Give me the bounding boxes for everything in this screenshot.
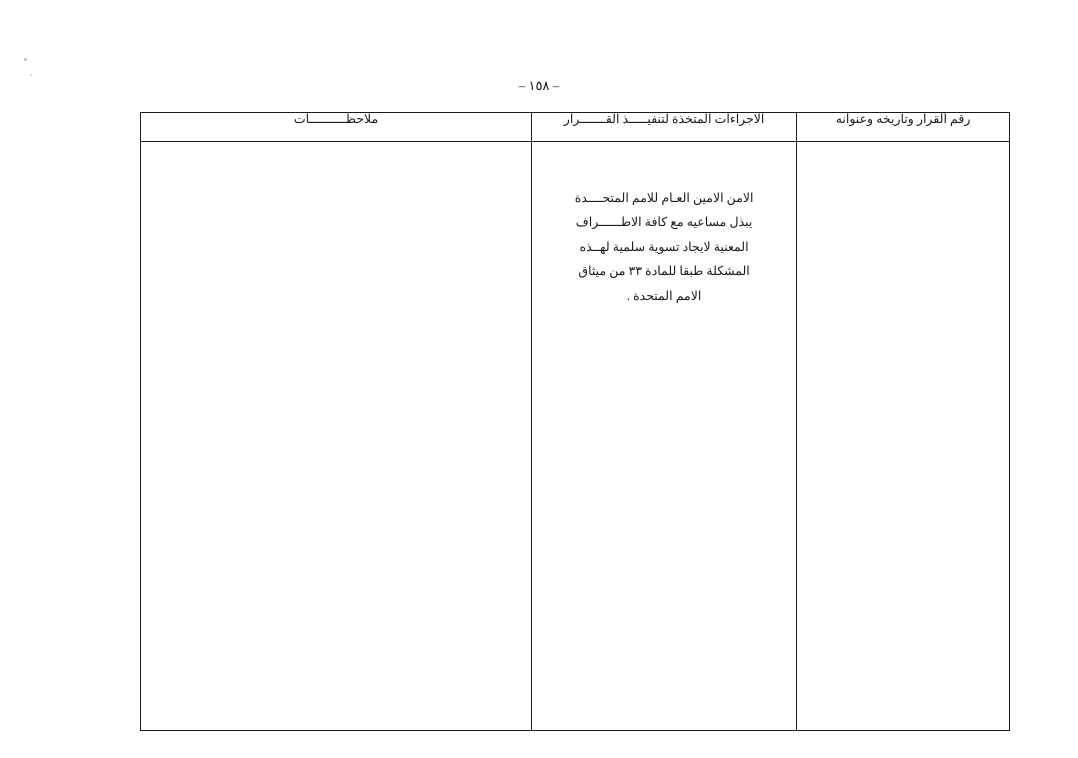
actions-line: الامن الامين العـام للامم المتحــــدة <box>574 191 754 205</box>
column-header-actions: الاجراءات المتخذة لتنفيـــــذ القـــــــرار <box>532 113 797 142</box>
table-container <box>140 112 1010 730</box>
cell-actions <box>532 142 797 731</box>
actions-line: المعنية لايجاد تسوية سلمية لهــذه <box>579 239 749 254</box>
table-header-row <box>141 113 1010 142</box>
scan-artifact-speck-secondary <box>30 74 32 76</box>
table-body <box>141 142 1010 731</box>
page-number: – ١٥٨ – <box>518 78 560 93</box>
decisions-table <box>140 112 1010 731</box>
actions-line: الامم المتحدة . <box>626 288 702 303</box>
column-header-notes: ملاحظــــــــــات <box>141 113 532 142</box>
table-row <box>141 142 1010 731</box>
actions-line: المشكلة طبقا للمادة ٣٣ من ميثاق <box>578 264 750 279</box>
scan-artifact-speck <box>24 58 27 61</box>
cell-actions-content <box>532 142 796 318</box>
actions-line: يبذل مساعيه مع كافة الاطــــــراف <box>575 215 753 230</box>
column-header-decision: رقم القرار وتاريخه وعنوانه <box>797 113 1010 142</box>
table-header <box>141 113 1010 142</box>
cell-decision <box>797 142 1010 731</box>
cell-notes <box>141 142 532 731</box>
